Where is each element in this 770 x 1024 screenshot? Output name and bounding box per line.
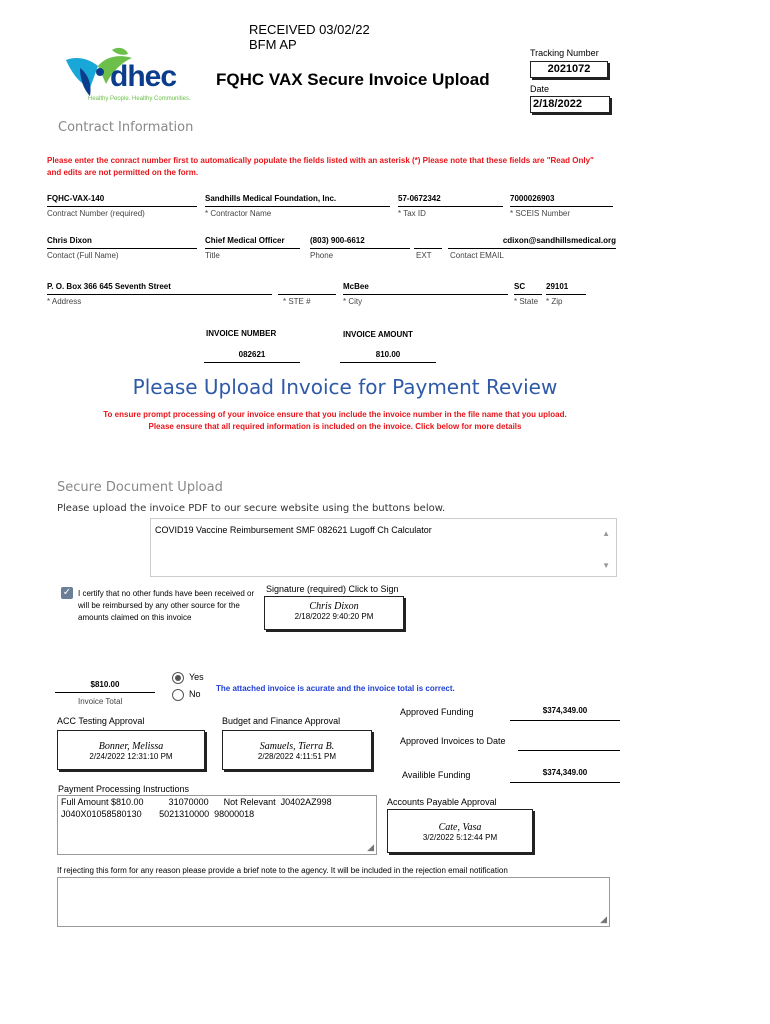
ap-approval-name: Cate, Vasa — [438, 822, 482, 833]
radio-yes-label: Yes — [189, 672, 204, 682]
ste-label: * STE # — [283, 297, 311, 306]
budget-approval-timestamp: 2/28/2022 4:11:51 PM — [257, 752, 337, 761]
ext-label: EXT — [416, 251, 432, 260]
approved-invoices-field[interactable] — [518, 736, 620, 751]
title-field[interactable]: Chief Medical Officer — [205, 236, 300, 249]
page-title: FQHC VAX Secure Invoice Upload — [216, 70, 490, 89]
signature-timestamp: 2/18/2022 9:40:20 PM — [294, 612, 374, 621]
contract-number-label: Contract Number (required) — [47, 209, 145, 218]
acc-approval-signature[interactable] — [57, 730, 205, 770]
sceis-number-field: 7000026903 — [510, 194, 613, 207]
signature-field[interactable] — [264, 596, 404, 630]
rejection-label: If rejecting this form for any reason please provide a brief note to the agency. It will be included in the rejection email notification — [57, 866, 508, 875]
tax-id-field: 57-0672342 — [398, 194, 503, 207]
tracking-number-field[interactable]: 2021072 — [530, 61, 608, 78]
stamp-line1: RECEIVED 03/02/22 — [249, 22, 370, 37]
contract-section-title: Contract Information — [58, 120, 194, 135]
invoice-total-label: Invoice Total — [78, 697, 123, 706]
date-field[interactable]: 2/18/2022 — [530, 96, 610, 113]
city-field: McBee — [343, 282, 508, 295]
received-stamp — [249, 22, 370, 52]
upload-heading: Please Upload Invoice for Payment Review — [132, 375, 558, 399]
address-field: P. O. Box 366 645 Seventh Street — [47, 282, 272, 295]
payment-instructions-label: Payment Processing Instructions — [58, 784, 190, 794]
available-funding-label: Availible Funding — [402, 770, 471, 780]
tax-id-label: * Tax ID — [398, 209, 426, 218]
invoice-accurate-statement: The attached invoice is acurate and the invoice total is correct. — [216, 684, 455, 693]
zip-field: 29101 — [546, 282, 586, 295]
available-funding-field[interactable]: $374,349.00 — [510, 768, 620, 783]
logo-tagline: Healthy People. Healthy Communities. — [88, 96, 191, 102]
invoice-total-field[interactable]: $810.00 — [55, 680, 155, 693]
phone-field[interactable]: (803) 900-6612 — [310, 236, 410, 249]
radio-no-label: No — [189, 689, 201, 699]
invoice-amount-label: INVOICE AMOUNT — [343, 330, 413, 339]
secure-upload-title: Secure Document Upload — [57, 480, 223, 495]
contractor-name-label: * Contractor Name — [205, 209, 272, 218]
payment-line2: J040X01058580130 5021310000 98000018 — [61, 809, 255, 819]
contact-name-field[interactable]: Chris Dixon — [47, 236, 197, 249]
contract-notice: Please enter the conract number first to automatically populate the fields listed with an asterisk (*) Please note that these fields are "Read Only" and edits are not permitted on the form. — [47, 156, 594, 177]
upload-notice-line2: Please ensure that all required information is included on the invoice. Click below for more details — [148, 422, 522, 431]
resize-handle-icon[interactable]: ◢ — [367, 842, 374, 852]
email-label: Contact EMAIL — [450, 251, 504, 260]
email-field[interactable]: cdixon@sandhillsmedical.org — [448, 236, 616, 249]
uploaded-file-name[interactable]: COVID19 Vaccine Reimbursement SMF 082621 Lugoff Ch Calculator — [155, 525, 432, 535]
signature-name: Chris Dixon — [309, 601, 359, 612]
title-label: Title — [205, 251, 220, 260]
invoice-number-label: INVOICE NUMBER — [206, 329, 277, 338]
stamp-line2: BFM AP — [249, 37, 297, 52]
upload-notice-line1: To ensure prompt processing of your invoice ensure that you include the invoice number in the file name that you upload. — [103, 410, 567, 419]
invoice-number-field[interactable]: 082621 — [204, 350, 300, 363]
radio-no[interactable] — [172, 689, 184, 701]
rejection-note-field[interactable] — [57, 877, 610, 927]
acc-approval-label: ACC Testing Approval — [57, 716, 145, 726]
ext-field[interactable] — [414, 236, 442, 249]
approved-funding-field[interactable]: $374,349.00 — [510, 706, 620, 721]
checkmark-icon: ✓ — [62, 587, 72, 598]
radio-yes[interactable] — [172, 672, 184, 684]
budget-approval-label: Budget and Finance Approval — [222, 716, 341, 726]
state-field: SC — [514, 282, 542, 295]
dhec-logo — [60, 44, 200, 110]
contact-name-label: Contact (Full Name) — [47, 251, 119, 260]
ap-approval-timestamp: 3/2/2022 5:12:44 PM — [422, 833, 498, 842]
phone-label: Phone — [310, 251, 334, 260]
upload-file-list[interactable] — [150, 518, 617, 577]
sceis-number-label: * SCEIS Number — [510, 209, 571, 218]
contract-number-field[interactable]: FQHC-VAX-140 — [47, 194, 197, 207]
acc-approval-timestamp: 2/24/2022 12:31:10 PM — [89, 752, 173, 761]
certify-checkbox[interactable] — [61, 587, 73, 599]
contractor-name-field: Sandhills Medical Foundation, Inc. — [205, 194, 390, 207]
date-label: Date — [530, 84, 550, 94]
payment-instructions-field[interactable] — [57, 795, 377, 855]
budget-approval-signature[interactable] — [222, 730, 372, 770]
radio-yes-dot — [175, 675, 181, 681]
city-label: * City — [343, 297, 363, 306]
ap-approval-signature[interactable] — [387, 809, 533, 853]
address-label: * Address — [47, 297, 82, 306]
resize-handle-icon[interactable]: ◢ — [600, 914, 607, 924]
scroll-down-icon[interactable]: ▼ — [602, 561, 610, 570]
upload-instructions: Please upload the invoice PDF to our secure website using the buttons below. — [57, 503, 446, 514]
zip-label: * Zip — [546, 297, 563, 306]
ste-field — [278, 282, 336, 295]
scroll-up-icon[interactable]: ▲ — [602, 529, 610, 538]
invoice-amount-field[interactable]: 810.00 — [340, 350, 436, 363]
logo-brand: dhec — [110, 60, 177, 93]
approved-funding-label: Approved Funding — [400, 707, 474, 717]
certify-text: I certify that no other funds have been received or will be reimbursed by any other source for the amounts claimed on this invoice — [78, 589, 255, 622]
approved-invoices-label: Approved Invoices to Date — [400, 736, 506, 746]
ap-approval-label: Accounts Payable Approval — [387, 797, 497, 807]
signature-label: Signature (required) Click to Sign — [266, 584, 399, 594]
state-label: * State — [514, 297, 539, 306]
payment-line1: Full Amount $810.00 31070000 Not Relevant J0402AZ998 — [61, 797, 332, 807]
rejection-note-text — [58, 878, 609, 882]
tracking-label: Tracking Number — [530, 48, 599, 58]
budget-approval-name: Samuels, Tierra B. — [259, 741, 335, 752]
acc-approval-name: Bonner, Melissa — [98, 741, 164, 752]
